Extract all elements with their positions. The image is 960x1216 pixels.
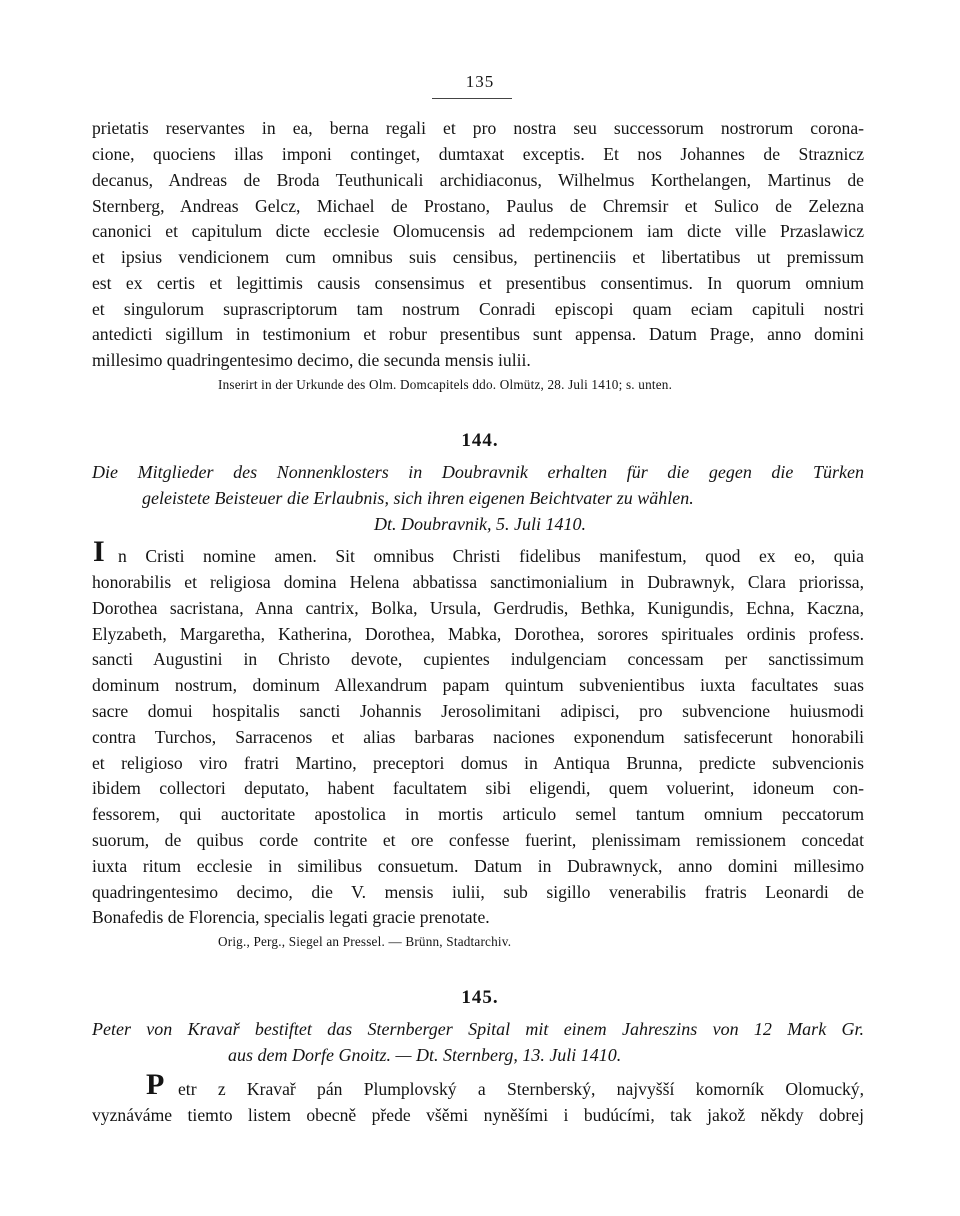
text-line: honorabilis et religiosa domina Helena abbatissa sanctimonialium in Dubrawnyk, Clara priorissa, bbox=[92, 572, 864, 592]
text-line: cione, quociens illas imponi continget, dumtaxat exceptis. Et nos Johannes de Straznicz bbox=[92, 144, 864, 164]
text-line: et ipsius vendicionem cum omnibus suis censibus, pertinenciis et libertatibus ut premissum bbox=[92, 247, 864, 267]
document-number-144: 144. bbox=[461, 430, 499, 451]
heading-line: Peter von Kravař bestiftet das Sternberger Spital mit einem Jahreszins von 12 Mark Gr. bbox=[92, 1019, 864, 1039]
text-line: iuxta ritum ecclesie in similibus consuetum. Datum in Dubrawnyck, anno domini millesimo bbox=[92, 856, 864, 876]
initial-letter: P bbox=[146, 1068, 165, 1101]
text-line: Bonafedis de Florencia, specialis legati gracie prenotate. bbox=[92, 907, 490, 927]
text-line: fessorem, qui auctoritate apostolica in mortis articulo semel tantum omnium peccatorum bbox=[92, 804, 864, 824]
text-line: millesimo quadringentesimo decimo, die secunda mensis iulii. bbox=[92, 350, 531, 370]
text-line: vyznáváme tiemto listem obecně přede všěmi nyněšími i budúcími, tak jakož někdy dobrej bbox=[92, 1105, 864, 1125]
document-number-145: 145. bbox=[461, 987, 499, 1008]
source-note: Orig., Perg., Siegel an Pressel. — Brünn, Stadtarchiv. bbox=[218, 934, 512, 949]
text-line: contra Turchos, Sarracenos et alias barbaras naciones exponendum satisfecerunt honorabili bbox=[92, 727, 864, 747]
text-line: decanus, Andreas de Broda Teuthunicali archidiaconus, Wilhelmus Korthelangen, Martinus de bbox=[92, 170, 864, 190]
page-number: 135 bbox=[465, 72, 495, 91]
page-number-rule bbox=[432, 98, 512, 99]
text-line: n Cristi nomine amen. Sit omnibus Christi fidelibus manifestum, quod ex eo, quia bbox=[118, 546, 864, 566]
text-line: Elyzabeth, Margaretha, Katherina, Dorothea, Mabka, Dorothea, sorores spirituales ordinis profess. bbox=[92, 624, 864, 644]
text-line: sacre domui hospitalis sancti Johannis Jerosolimitani adipisci, pro subvencione huiusmodi bbox=[92, 701, 864, 721]
text-line: Sternberg, Andreas Gelcz, Michael de Prostano, Paulus de Chremsir et Sulico de Zelezna bbox=[92, 196, 864, 216]
text-line: canonici et capitulum dicte ecclesie Olomucensis ad redempcionem iam dicte ville Przaslawicz bbox=[92, 221, 864, 241]
text-line: sancti Augustini in Christo devote, cupientes indulgenciam concessam per sanctissimum bbox=[92, 649, 864, 669]
heading-line: aus dem Dorfe Gnoitz. — Dt. Sternberg, 13. Juli 1410. bbox=[228, 1045, 622, 1065]
heading-line: geleistete Beisteuer die Erlaubnis, sich ihren eigenen Beichtvater zu wählen. bbox=[142, 488, 694, 508]
text-line: est ex certis et legittimis causis consensimus et presentibus consentimus. In quorum omnium bbox=[92, 273, 864, 293]
text-line: etr z Kravař pán Plumplovský a Sternberský, najvyšší komorník Olomucký, bbox=[178, 1079, 864, 1099]
text-line: Dorothea sacristana, Anna cantrix, Bolka, Ursula, Gerdrudis, Bethka, Kunigundis, Echna, Kaczna, bbox=[92, 598, 864, 618]
heading-date: Dt. Doubravnik, 5. Juli 1410. bbox=[374, 514, 586, 534]
text-line: et religioso viro fratri Martino, preceptori domus in Antiqua Brunna, predicte subvencionis bbox=[92, 753, 864, 773]
source-note: Inserirt in der Urkunde des Olm. Domcapitels ddo. Olmütz, 28. Juli 1410; s. unten. bbox=[218, 377, 673, 392]
text-line: quadringentesimo decimo, die V. mensis iulii, sub sigillo venerabilis fratris Leonardi de bbox=[92, 882, 864, 902]
text-line: prietatis reservantes in ea, berna regali et pro nostra seu successorum nostrorum corona- bbox=[92, 118, 864, 138]
text-line: dominum nostrum, dominum Allexandrum papam quintum subvenientibus iuxta facultates suas bbox=[92, 675, 864, 695]
text-line: et singulorum suprascriptorum tam nostrum Conradi episcopi quam eciam capituli nostri bbox=[92, 299, 864, 319]
initial-letter: I bbox=[93, 535, 105, 568]
text-line: antedicti sigillum in testimonium et robur presentibus sunt appensa. Datum Prage, anno domini bbox=[92, 324, 864, 344]
text-line: suorum, de quibus corde contrite et ore confesse fuerint, plenissimam remissionem concedat bbox=[92, 830, 864, 850]
text-line: ibidem collectori deputato, habent facultatem sibi eligendi, quem voluerint, idoneum con- bbox=[92, 778, 864, 798]
heading-line: Die Mitglieder des Nonnenklosters in Doubravnik erhalten für die gegen die Türken bbox=[92, 462, 864, 482]
